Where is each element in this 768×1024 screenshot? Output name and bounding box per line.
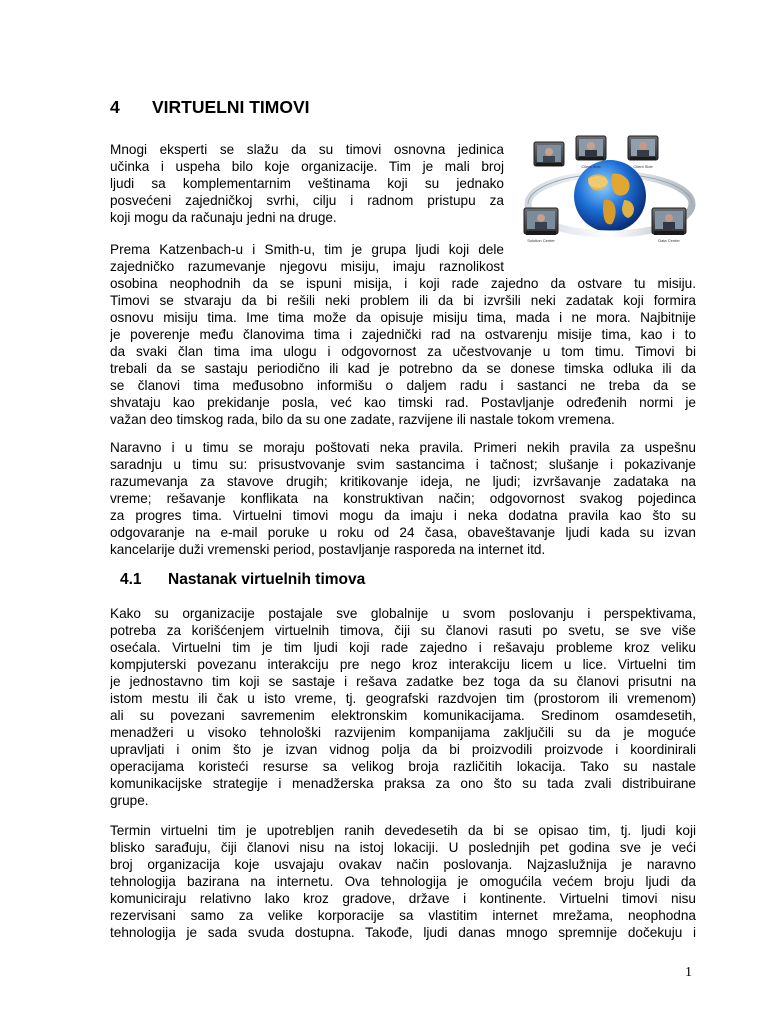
text-line: osnovu misiju tima. Ime tima može da opisuje misiju tima, mada i ne mora. Najbitnije bbox=[110, 310, 696, 325]
text-line: koji mogu da računaju jedni na druge. bbox=[110, 210, 337, 225]
text-line: za progres tima. Virtuelni timovi mogu da imaju i neka dodatna pravila kao što su bbox=[110, 508, 696, 523]
text-line: osobina neophodnih da se ispuni misija, i koji rade zajedno da ostvare tu misiju. bbox=[110, 276, 696, 291]
text-line: se članovi tima međusobno informišu o daljem radu i sastanci ne treba da se bbox=[110, 378, 696, 393]
text-line: saradnju u timu su: prisustvovanje svim sastancima i tačnost; slušanje i pokazivanje bbox=[110, 457, 696, 472]
monitor-icon bbox=[576, 136, 606, 160]
paragraph-term bbox=[110, 822, 696, 941]
text-line: shvataju kao prekidanje posla, već kao timski rad. Postavljanje određenih normi je bbox=[110, 395, 696, 410]
text-line: Naravno i u timu se moraju poštovati neka pravila. Primeri nekih pravila za uspešnu bbox=[110, 440, 696, 455]
text-line: razumevanja za stavove drugih; kritikovanje ideja, ne ljudi; izvršavanje zadataka na bbox=[110, 474, 696, 489]
text-line: komunikacijske strategije i menadžerska praksa za ono što su tada zvali distribuirane bbox=[110, 776, 696, 791]
text-line: broj organizacija koje usvajaju ovakav način poslovanja. Najzaslužnija je naravno bbox=[110, 857, 696, 872]
section-heading bbox=[120, 571, 365, 589]
text-line: odgovaranje na e-mail poruke u roku od 24 časa, obaveštavanje ljudi kada su izvan bbox=[110, 525, 696, 540]
text-line: grupe. bbox=[110, 793, 149, 808]
text-line: posvećeni zajedničkoj svrhi, cilju i radnom pristupu za bbox=[110, 193, 504, 208]
text-line: je jednostavno tim koji se sastaje i rešava zadatke bez toga da su članovi prisutni na bbox=[110, 674, 696, 689]
text-line: blisko sarađuju, čiji članovi nisu na istoj lokaciji. U poslednjih pet godina sve je veći bbox=[110, 840, 696, 855]
text-line: rezervisani samo za velike korporacije sa vlastitim internet mrežama, neophodna bbox=[110, 908, 696, 923]
paragraph-intro bbox=[110, 141, 504, 226]
text-line: operacijama koristeći resurse sa velikog broja različitih lokacija. Tako su nastale bbox=[110, 759, 696, 774]
figure-label: Client Side bbox=[633, 164, 653, 169]
figure-label: Client Side bbox=[581, 164, 601, 169]
text-line: Prema Katzenbach-u i Smith-u, tim je grupa ljudi koji dele bbox=[110, 242, 504, 257]
chapter-heading bbox=[110, 97, 310, 118]
monitor-icon bbox=[652, 208, 686, 235]
text-line: tehnologija bazirana na internetu. Ova tehnologija je omogućila većem broju ljudi da bbox=[110, 874, 696, 889]
text-line: ali su povezani savremenim elektronskim komunikacijama. Sredinom osamdesetih, bbox=[110, 708, 696, 723]
chapter-title: VIRTUELNI TIMOVI bbox=[152, 97, 310, 117]
paragraph-definition bbox=[110, 241, 696, 428]
figure-label: Data Center bbox=[658, 238, 680, 243]
text-line: osećala. Virtuelni tim je tim ljudi koji rade zajedno i rešavaju probleme kroz veliku bbox=[110, 640, 696, 655]
document-page bbox=[110, 0, 696, 1024]
text-line: menadžeri u visoko tehnološki razvijenim kompanijama zaključili su da je moguće bbox=[110, 725, 696, 740]
figure-label: Solution Center bbox=[527, 238, 555, 243]
text-line: istom mestu ili čak u isto vreme, tj. geografski razdvojen tim (prostorom ili vremenom) bbox=[110, 691, 696, 706]
text-line: upravljati i onim što je izvan vidnog polja da bi proizvodili proizvode i koordinirali bbox=[110, 742, 696, 757]
text-line: tehnologija je sada svuda dostupna. Takođe, ljudi danas mnogo spremnije dočekuju i bbox=[110, 925, 696, 940]
text-line: komuniciraju relativno lako kroz gradove, države i kontinente. Virtuelni timovi nisu bbox=[110, 891, 696, 906]
paragraph-origin bbox=[110, 605, 696, 809]
text-line: Mnogi eksperti se slažu da su timovi osnovna jedinica bbox=[110, 142, 504, 157]
text-line: trebali da se sastaju periodično ili kad je potrebno da se donese timska odluka ili da bbox=[110, 361, 696, 376]
paragraph-rules bbox=[110, 439, 696, 558]
page-number: 1 bbox=[685, 965, 692, 980]
text-line: Timovi se stvaraju da bi rešili neki problem ili da bi izvršili neki zadatak koji formira bbox=[110, 293, 696, 308]
monitor-icon bbox=[534, 142, 564, 166]
text-line: kancelarije duži vremenski period, postavljanje rasporeda na internet itd. bbox=[110, 542, 546, 557]
text-line: da svaki član tima ima ulogu i odgovornost za učestvovanje u tom timu. Timovi bi bbox=[110, 344, 696, 359]
text-line: važan deo timskog rada, bilo da su one zadate, razvijene ili nastale tokom vremena. bbox=[110, 412, 615, 427]
text-line: učinka i uspeha bilo koje organizacije. Tim je mali broj bbox=[110, 159, 504, 174]
section-title: Nastanak virtuelnih timova bbox=[168, 571, 366, 588]
text-line: Termin virtuelni tim je upotrebljen ranih devedesetih da bi se opisao tim, tj. ljudi koji bbox=[110, 823, 696, 838]
section-number: 4.1 bbox=[120, 571, 142, 588]
monitor-icon bbox=[524, 208, 558, 235]
text-line: kompjuterski povezanu interakciju pre nego kroz interakciju licem u lice. Virtuelni tim bbox=[110, 657, 696, 672]
text-line: Kako su organizacije postajale sve globalnije u svom poslovanju i perspektivama, bbox=[110, 606, 696, 621]
text-line: zajedničko razumevanje njegovu misiju, imaju raznolikost bbox=[110, 259, 504, 274]
chapter-number: 4 bbox=[110, 97, 120, 117]
text-line: vreme; rešavanje konflikata na konstruktivan način; odgovornost svakog pojedinca bbox=[110, 491, 696, 506]
monitor-icon bbox=[628, 136, 658, 160]
text-line: potreba za korišćenjem virtuelnih timova, čiji su članovi rasuti po svetu, se sve više bbox=[110, 623, 696, 638]
text-line: je poverenje među članovima tima i zajednički rad na ostvarenju misije tima, kao i to bbox=[110, 327, 696, 342]
text-line: ljudi sa komplementarnim veštinama koji su jednako bbox=[110, 176, 504, 191]
